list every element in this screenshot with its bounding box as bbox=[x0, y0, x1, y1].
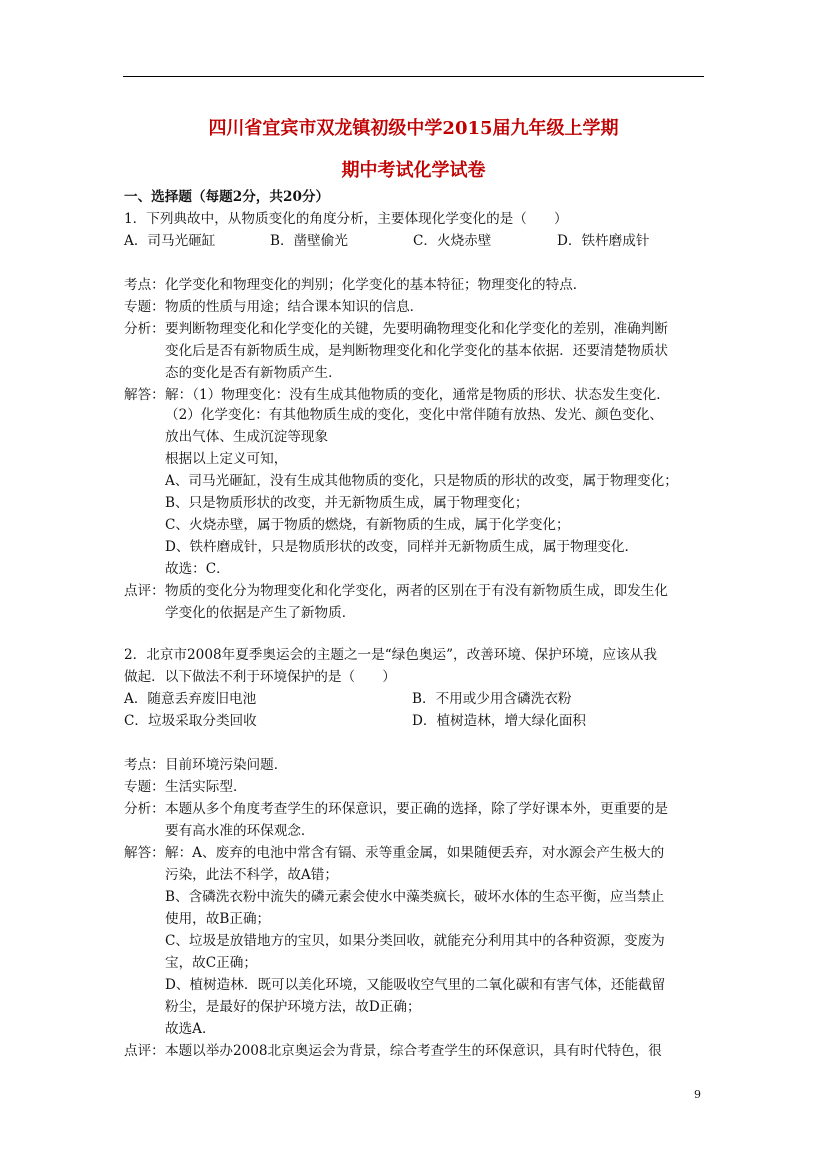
q2-dianping-label: 点评： bbox=[124, 1043, 165, 1059]
page-number: 9 bbox=[694, 1088, 701, 1101]
q1-jieda-line: 放出气体、生成沉淀等现象 bbox=[165, 429, 329, 445]
q2-option-d: D．植树造林，增大绿化面积 bbox=[412, 713, 587, 729]
q1-jieda-line: 解：（1）物理变化：没有生成其他物质的变化，通常是物质的形状、状态发生变化． bbox=[165, 387, 670, 403]
q2-zhuanti-label: 专题： bbox=[124, 779, 165, 795]
q2-kaodian-label: 考点： bbox=[124, 757, 165, 773]
paper-title-line2: 期中考试化学试卷 bbox=[341, 160, 486, 181]
q2-option-c: C．垃圾采取分类回收 bbox=[124, 713, 257, 729]
q1-jieda-line: 根据以上定义可知， bbox=[165, 451, 288, 467]
q1-dianping-label: 点评： bbox=[124, 583, 165, 599]
q2-jieda-line: 污染，此法不科学，故A错； bbox=[165, 867, 338, 883]
q1-fenxi-line: 态的变化是否有新物质产生． bbox=[165, 365, 342, 381]
q2-jieda-line: 解：A、废弃的电池中常含有镉、汞等重金属，如果随便丢弃，对水源会产生极大的 bbox=[165, 845, 665, 861]
q2-jieda-line: 使用，故B正确； bbox=[165, 911, 271, 927]
q1-jieda-line: D、铁杵磨成针，只是物质形状的改变，同样并无新物质生成，属于物理变化． bbox=[165, 539, 639, 555]
q2-stem-line: 做起．以下做法不利于环境保护的是（ ） bbox=[124, 669, 396, 685]
q2-option-b: B．不用或少用含磷洗衣粉 bbox=[412, 691, 572, 707]
q2-stem-line: 2．北京市2008年夏季奥运会的主题之一是“绿色奥运”，改善环境、保护环境，应该从我 bbox=[124, 647, 657, 663]
q2-jieda-line: D、植树造林．既可以美化环境，又能吸收空气里的二氧化碳和有害气体，还能截留 bbox=[165, 977, 666, 993]
q2-fenxi-label: 分析： bbox=[124, 801, 165, 817]
header-rule bbox=[123, 76, 704, 77]
q1-jieda-line: C、火烧赤壁，属于物质的燃烧，有新物质的生成，属于化学变化； bbox=[165, 517, 570, 533]
q1-stem: 1．下列典故中，从物质变化的角度分析，主要体现化学变化的是（ ） bbox=[124, 211, 568, 227]
q1-option-c: C．火烧赤壁 bbox=[413, 233, 492, 249]
q2-jieda-label: 解答： bbox=[124, 845, 165, 861]
q2-fenxi-line: 要有高水准的环保观念． bbox=[165, 823, 315, 839]
q1-kaodian-label: 考点： bbox=[124, 277, 165, 293]
q2-jieda-line: 故选A． bbox=[165, 1021, 216, 1037]
q1-option-a: A．司马光砸缸 bbox=[124, 233, 216, 249]
section-heading: 一、选择题（每题2分，共20分） bbox=[124, 189, 330, 205]
q2-jieda-line: 粉尘，是最好的保护环境方法，故D正确； bbox=[165, 999, 421, 1015]
q1-jieda-line: 故选：C． bbox=[165, 561, 230, 577]
paper-title-line1: 四川省宜宾市双龙镇初级中学2015届九年级上学期 bbox=[208, 118, 619, 139]
q1-jieda-line: （2）化学变化：有其他物质生成的变化，变化中常伴随有放热、发光、颜色变化、 bbox=[165, 407, 664, 423]
q2-jieda-line: B、含磷洗衣粉中流失的磷元素会使水中藻类疯长，破坏水体的生态平衡，应当禁止 bbox=[165, 889, 665, 905]
q1-option-d: D．铁杵磨成针 bbox=[557, 233, 650, 249]
q1-dianping-line: 物质的变化分为物理变化和化学变化，两者的区别在于有没有新物质生成，即发生化 bbox=[165, 583, 668, 599]
q2-jieda-line: 宝，故C正确； bbox=[165, 955, 257, 971]
q1-fenxi-label: 分析： bbox=[124, 321, 165, 337]
q2-fenxi-line: 本题从多个角度考查学生的环保意识，要正确的选择，除了学好课本外，更重要的是 bbox=[165, 801, 668, 817]
q1-jieda-line: A、司马光砸缸，没有生成其他物质的变化，只是物质的形状的改变，属于物理变化； bbox=[165, 473, 678, 489]
q2-kaodian: 目前环境污染问题． bbox=[165, 757, 288, 773]
q1-jieda-label: 解答： bbox=[124, 387, 165, 403]
q1-jieda-line: B、只是物质形状的改变，并无新物质生成，属于物理变化； bbox=[165, 495, 529, 511]
q1-fenxi-line: 变化后是否有新物质生成，是判断物理变化和化学变化的基本依据．还要清楚物质状 bbox=[165, 343, 668, 359]
q1-dianping-line: 学变化的依据是产生了新物质． bbox=[165, 605, 356, 621]
q2-dianping-line: 本题以举办2008北京奥运会为背景，综合考查学生的环保意识，具有时代特色，很 bbox=[165, 1043, 662, 1059]
q2-zhuanti: 生活实际型． bbox=[165, 779, 247, 795]
q1-option-b: B．凿壁偷光 bbox=[270, 233, 348, 249]
q2-option-a: A．随意丢弃废旧电池 bbox=[124, 691, 257, 707]
q1-fenxi-line: 要判断物理变化和化学变化的关键，先要明确物理变化和化学变化的差别，准确判断 bbox=[165, 321, 668, 337]
q1-zhuanti-label: 专题： bbox=[124, 299, 165, 315]
q1-zhuanti: 物质的性质与用途；结合课本知识的信息． bbox=[165, 299, 424, 315]
q2-jieda-line: C、垃圾是放错地方的宝贝，如果分类回收，就能充分利用其中的各种资源，变废为 bbox=[165, 933, 665, 949]
q1-kaodian: 化学变化和物理变化的判别；化学变化的基本特征；物理变化的特点． bbox=[165, 277, 587, 293]
